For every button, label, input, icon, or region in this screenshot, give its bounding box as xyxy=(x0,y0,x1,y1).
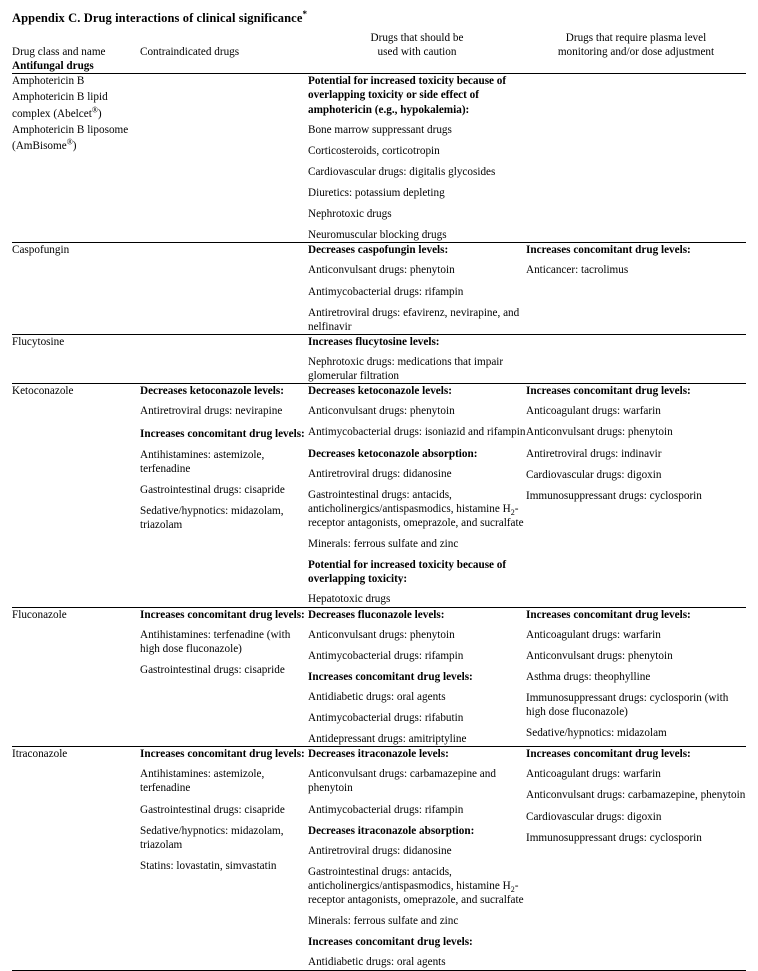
monitoring-cell xyxy=(526,74,746,243)
caution-item: Minerals: ferrous sulfate and zinc xyxy=(308,915,459,928)
table-row xyxy=(12,243,746,335)
drug-interactions-table xyxy=(12,31,746,971)
monitoring-item: Anticoagulant drugs: warfarin xyxy=(526,768,661,781)
monitoring-item: Sedative/hypnotics: midazolam xyxy=(526,727,667,740)
monitoring-item: Anticancer: tacrolimus xyxy=(526,264,629,277)
monitoring-item: Antiretroviral drugs: indinavir xyxy=(526,447,662,460)
contraindicated-heading: Decreases ketoconazole levels: xyxy=(140,385,284,398)
caution-heading: Potential for increased toxicity because of overlapping toxicity or side effect of amphotericin (e.g., hypokalemia): xyxy=(308,75,507,116)
contraindicated-item: Gastrointestinal drugs: cisapride xyxy=(140,803,285,816)
caution-item: Gastrointestinal drugs: antacids, anticholinergics/antispasmodics, histamine $H_2$-receptor antagonists, omeprazole, and sucralfate xyxy=(308,865,524,907)
contraindicated-item: Antiretroviral drugs: nevirapine xyxy=(140,405,283,418)
monitoring-item: Anticoagulant drugs: warfarin xyxy=(526,405,661,418)
table-row xyxy=(12,747,746,970)
caution-item: Minerals: ferrous sulfate and zinc xyxy=(308,538,459,551)
contraindicated-cell xyxy=(140,334,308,383)
contraindicated-cell xyxy=(140,607,308,747)
table-row xyxy=(12,607,746,747)
caution-heading: Increases concomitant drug levels: xyxy=(308,670,473,683)
caution-cell xyxy=(308,74,526,243)
document-page xyxy=(0,8,758,969)
monitoring-cell xyxy=(526,607,746,747)
drug-name-cell xyxy=(12,74,140,243)
caution-cell xyxy=(308,384,526,607)
drug-name-line: Amphotericin B liposome xyxy=(12,123,129,136)
caution-heading: Increases flucytosine levels: xyxy=(308,335,440,348)
caution-item: Antiretroviral drugs: didanosine xyxy=(308,844,452,857)
caution-heading: Potential for increased toxicity because of overlapping toxicity: xyxy=(308,559,507,586)
caution-cell xyxy=(308,747,526,970)
caution-item: Diuretics: potassium depleting xyxy=(308,186,445,199)
table-row xyxy=(12,74,746,243)
section-label-antifungal: Antifungal drugs xyxy=(12,60,94,73)
monitoring-heading: Increases concomitant drug levels: xyxy=(526,608,691,621)
monitoring-item: Anticonvulsant drugs: phenytoin xyxy=(526,426,673,439)
contraindicated-heading: Increases concomitant drug levels: xyxy=(140,748,305,761)
column-header-drug-class-label: Drug class and name xyxy=(12,46,106,59)
caution-item: Hepatotoxic drugs xyxy=(308,593,391,606)
caution-item: Corticosteroids, corticotropin xyxy=(308,144,440,157)
contraindicated-item: Gastrointestinal drugs: cisapride xyxy=(140,483,285,496)
monitoring-item: Immunosuppressant drugs: cyclosporin xyxy=(526,831,702,844)
drug-name-cell xyxy=(12,607,140,747)
contraindicated-cell xyxy=(140,747,308,970)
drug-name-cell xyxy=(12,747,140,970)
contraindicated-cell xyxy=(140,384,308,607)
caution-item: Anticonvulsant drugs: phenytoin xyxy=(308,628,455,641)
contraindicated-item: Gastrointestinal drugs: cisapride xyxy=(140,663,285,676)
caution-heading: Decreases itraconazole absorption: xyxy=(308,824,475,837)
monitoring-cell xyxy=(526,243,746,335)
monitoring-item: Anticonvulsant drugs: carbamazepine, phenytoin xyxy=(526,789,746,802)
contraindicated-cell xyxy=(140,74,308,243)
monitoring-heading: Increases concomitant drug levels: xyxy=(526,385,691,398)
caution-item: Nephrotoxic drugs: medications that impair glomerular filtration xyxy=(308,355,504,383)
monitoring-heading: Increases concomitant drug levels: xyxy=(526,748,691,761)
monitoring-cell xyxy=(526,334,746,383)
drug-name-line: Ketoconazole xyxy=(12,385,74,398)
caution-item: Antimycobacterial drugs: isoniazid and rifampin xyxy=(308,426,526,439)
caution-item: Anticonvulsant drugs: phenytoin xyxy=(308,405,455,418)
caution-item: Antimycobacterial drugs: rifampin xyxy=(308,285,464,298)
caution-item: Anticonvulsant drugs: phenytoin xyxy=(308,264,455,277)
caution-item: Antidiabetic drugs: oral agents xyxy=(308,690,446,703)
caution-heading: Decreases itraconazole levels: xyxy=(308,748,449,761)
contraindicated-heading: Increases concomitant drug levels: xyxy=(140,428,305,441)
drug-name-line: Amphotericin B lipid xyxy=(12,91,108,104)
caution-item: Anticonvulsant drugs: carbamazepine and phenytoin xyxy=(308,768,496,795)
page-title-text: Appendix C. Drug interactions of clinical significance xyxy=(12,11,303,25)
contraindicated-item: Antihistamines: astemizole, terfenadine xyxy=(140,448,265,475)
table-row xyxy=(12,384,746,607)
contraindicated-item: Antihistamines: astemizole, terfenadine xyxy=(140,768,265,795)
contraindicated-item: Sedative/hypnotics: midazolam, triazolam xyxy=(140,824,284,851)
column-header-contraindicated xyxy=(140,31,308,45)
column-header-monitoring-line1: Drugs that require plasma level xyxy=(565,32,707,44)
column-header-caution-line1: Drugs that should be xyxy=(370,32,464,44)
contraindicated-cell xyxy=(140,243,308,335)
drug-name-line: Fluconazole xyxy=(12,608,67,621)
column-header-caution-line2: used with caution xyxy=(377,46,457,59)
contraindicated-item: Sedative/hypnotics: midazolam, triazolam xyxy=(140,504,284,531)
caution-item: Bone marrow suppressant drugs xyxy=(308,123,452,136)
caution-item: Antimycobacterial drugs: rifampin xyxy=(308,803,464,816)
column-header-drug-class xyxy=(12,31,140,45)
monitoring-item: Cardiovascular drugs: digoxin xyxy=(526,810,662,823)
caution-item: Neuromuscular blocking drugs xyxy=(308,229,447,242)
table-header-row-2 xyxy=(12,45,746,59)
monitoring-item: Immunosuppressant drugs: cyclosporin xyxy=(526,489,702,502)
monitoring-item: Cardiovascular drugs: digoxin xyxy=(526,468,662,481)
drug-name-line: Flucytosine xyxy=(12,335,65,348)
drug-name-cell xyxy=(12,384,140,607)
caution-item: Antidepressant drugs: amitriptyline xyxy=(308,733,467,746)
caution-item: Gastrointestinal drugs: antacids, anticholinergics/antispasmodics, histamine $H_2$-receptor antagonists, omeprazole, and sucralfate xyxy=(308,488,524,529)
drug-name-line: Itraconazole xyxy=(12,748,68,761)
section-header-row xyxy=(12,59,746,74)
drug-name-line: complex (Abelcet®) xyxy=(12,104,102,120)
monitoring-item: Anticonvulsant drugs: phenytoin xyxy=(526,649,673,662)
caution-item: Antidiabetic drugs: oral agents xyxy=(308,956,446,969)
caution-item: Antiretroviral drugs: didanosine xyxy=(308,467,452,480)
contraindicated-item: Antihistamines: terfenadine (with high dose fluconazole) xyxy=(140,628,291,655)
monitoring-cell xyxy=(526,747,746,970)
caution-item: Nephrotoxic drugs xyxy=(308,208,392,221)
table-row xyxy=(12,334,746,383)
drug-name-line: (AmBisome®) xyxy=(12,137,77,152)
caution-item: Cardiovascular drugs: digitalis glycosides xyxy=(308,165,496,178)
contraindicated-heading: Increases concomitant drug levels: xyxy=(140,608,305,621)
caution-heading: Decreases fluconazole levels: xyxy=(308,608,445,621)
monitoring-item: Immunosuppressant drugs: cyclosporin (with high dose fluconazole) xyxy=(526,691,729,719)
monitoring-heading: Increases concomitant drug levels: xyxy=(526,244,691,257)
monitoring-item: Anticoagulant drugs: warfarin xyxy=(526,628,661,641)
table-header-row-1 xyxy=(12,31,746,45)
title-footnote-marker: * xyxy=(302,8,308,19)
page-title xyxy=(12,8,758,26)
drug-name-cell xyxy=(12,243,140,335)
column-header-contraindicated-label: Contraindicated drugs xyxy=(140,46,240,59)
monitoring-item: Asthma drugs: theophylline xyxy=(526,670,651,683)
caution-heading: Decreases ketoconazole levels: xyxy=(308,385,452,398)
drug-name-line: Caspofungin xyxy=(12,244,70,257)
caution-heading: Decreases ketoconazole absorption: xyxy=(308,447,478,460)
column-header-monitoring-line2: monitoring and/or dose adjustment xyxy=(557,46,715,59)
caution-cell xyxy=(308,334,526,383)
drug-name-line: Amphotericin B xyxy=(12,75,85,88)
monitoring-cell xyxy=(526,384,746,607)
caution-cell xyxy=(308,243,526,335)
caution-cell xyxy=(308,607,526,747)
contraindicated-item: Statins: lovastatin, simvastatin xyxy=(140,859,277,872)
caution-heading: Increases concomitant drug levels: xyxy=(308,936,473,949)
caution-item: Antiretroviral drugs: efavirenz, nevirapine, and nelfinavir xyxy=(308,306,520,333)
caution-heading: Decreases caspofungin levels: xyxy=(308,244,449,257)
caution-item: Antimycobacterial drugs: rifabutin xyxy=(308,712,464,725)
caution-item: Antimycobacterial drugs: rifampin xyxy=(308,649,464,662)
drug-name-cell xyxy=(12,334,140,383)
